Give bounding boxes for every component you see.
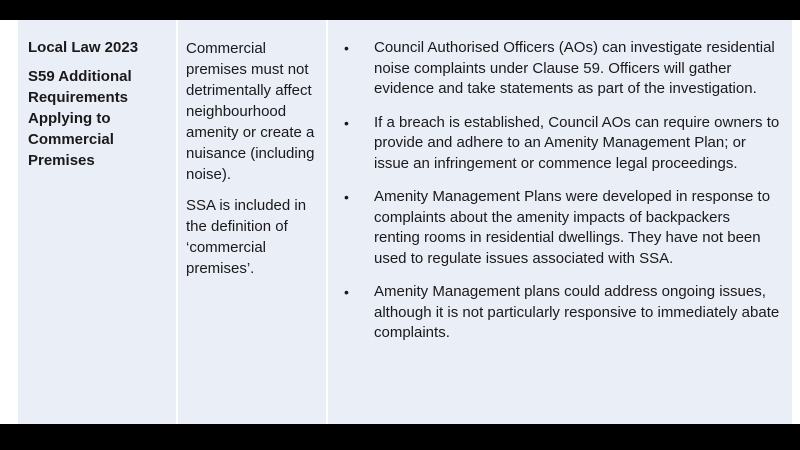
notes-list [342,38,780,344]
law-reference-cell [18,20,176,424]
bullet-icon: • [344,284,349,300]
section-title: S59 Additional Requirements Applying to Commercial Premises [28,68,132,169]
bullet-icon: • [344,114,349,131]
list-item [342,38,780,100]
list-item-text: Amenity Management plans could address ongoing issues, although it is not particularly responsive to immediately abate complaints. [374,283,780,341]
notes-cell [328,20,792,424]
list-item-text: Council Authorised Officers (AOs) can investigate residential noise complaints under Clause 59. Officers will gather evidence and take statements as part of the investigation. [374,39,775,97]
law-table [18,20,792,424]
list-item [342,113,780,175]
requirement-text: Commercial premises must not detrimentally affect neighbourhood amenity or create a nuisance (including noise). [186,40,315,183]
list-item-text: Amenity Management Plans were developed in response to complaints about the amenity impacts of backpackers renting rooms in residential dwellings. They have not been used to regulate issues associated with SSA. [374,188,771,267]
list-item-text: If a breach is established, Council AOs can require owners to provide and adhere to an Amenity Management Plan; or issue an infringement or commence legal proceedings. [374,113,780,172]
requirement-cell [178,20,326,424]
definition-text: SSA is included in the definition of ‘commercial premises’. [186,197,307,277]
document-slide [0,20,800,424]
bullet-icon: • [344,40,349,56]
list-item [342,187,780,269]
bullet-icon: • [344,189,349,205]
law-title: Local Law 2023 [28,39,139,56]
list-item [342,282,780,344]
